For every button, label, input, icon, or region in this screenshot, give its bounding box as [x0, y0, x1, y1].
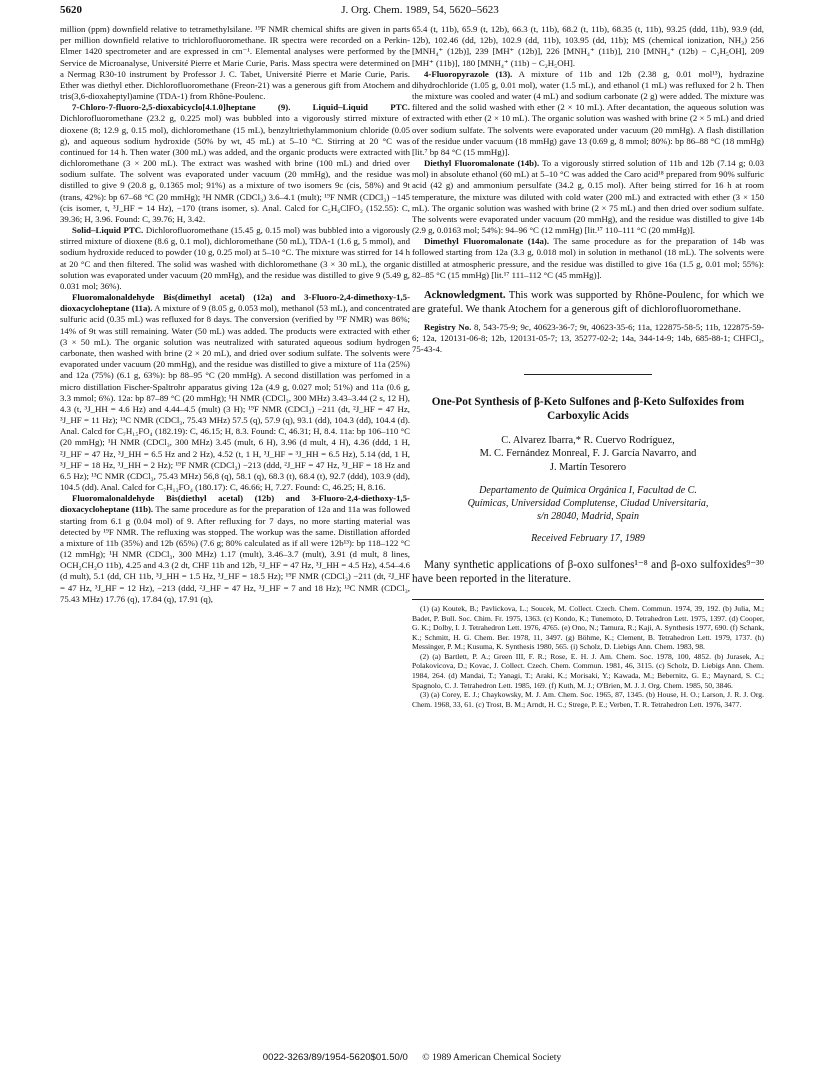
affiliation-line: Químicas, Universidad Complutense, Ciudad Universitaria,	[467, 498, 709, 510]
paragraph-heading: Fluoromalonaldehyde Bis(dimethyl acetal) (12a) and 3-Fluoro-2,4-dimethoxy-1,5-dioxacycloheptane (11a).	[60, 292, 410, 314]
article-code: 0022-3263/89/1954-5620$01.50/0	[262, 1052, 408, 1063]
paragraph	[412, 236, 764, 281]
paragraph-text: Dichlorofluoromethane (15.45 g, 0.15 mol) was bubbled into a vigorously stirred mixture of dioxene (8.6 g, 0.1 mol), dichloromethane (50 mL), TDA-1 (1.6 g, 5 mmol), and sodium hydroxide reduced to powder (10 g, 0.25 mol) at 5–10 °C. The mixture was stirred for 14 h at 20 °C and then filtered. The solid was washed with dichloromethane (3 × 30 mL), the organic solution was evaporated under vacuum (20 mmHg), and the residue was distilled to give 9 (5.49 g, 0.031 mol; 36%).	[60, 225, 410, 291]
article-title: One-Pot Synthesis of β-Keto Sulfones and β-Keto Sulfoxides from Carboxylic Acids	[431, 395, 745, 423]
paragraph	[60, 292, 410, 493]
paragraph-text: Dichlorofluoromethane (23.2 g, 0.225 mol) was bubbled into a vigorously stirred mixture of dioxene (8; 12.9 g, 0.15 mol), dichloromethane (15 mL), benzyltriethylammonium chloride (0.05 g), and aqueous sodium hydroxide (50% by wt, 45 mL) at 5–10 °C. Stirring at 20 °C was continued for 14 h. Then water (300 mL) was added, and the organic products were extracted with dichloromethane (3 × 200 mL). The extract was washed with brine (100 mL) and dried over sodium sulfate. The solvent was evaporated under vacuum (20 mmHg), and the residue was distilled to give 9 (20.8 g, 0.1365 mol; 91%) as a mixture of two isomers 9c (cis, 58%) and 9t (trans, 42%): bp 67–68 °C (20 mmHg); ¹H NMR (CDCl₃) 3.6–4.1 (mult); ¹⁹F NMR (CDCl₃) −145 (cis isomer, t, ³J_HF = 14 Hz), −170 (trans isomer, s). Anal. Calcd for C₅H₆ClFO₂ (152.55): C, 39.36; H, 3.96. Found: C, 39.76; H, 3.42.	[60, 113, 410, 224]
paragraph-text: The same procedure as for the preparation of 14b was followed starting from 12a (3.3 g, 0.018 mol) in solution in methanol (18 mL). The solvents were distilled at atmospheric pressure, and the residue was distilled to give 16a (1.5 g, 0.01 mol; 55%): 82–85 °C (15 mmHg) [lit.¹⁷ 111–112 °C (45 mmHg)].	[412, 236, 765, 280]
paragraph	[60, 225, 410, 292]
registry-heading: Registry No.	[424, 322, 472, 333]
paragraph-heading: Dimethyl Fluoromalonate (14a).	[424, 236, 550, 247]
acknowledgment	[412, 289, 764, 316]
journal-citation: J. Org. Chem. 1989, 54, 5620–5623	[341, 4, 499, 16]
section-divider	[524, 374, 652, 375]
paragraph-text: A mixture of 9 (8.05 g, 0.053 mol), methanol (53 mL), and concentrated sulfuric acid (0.35 mL) was refluxed for 8 days. The conversion (verified by ¹⁹F NMR) was 86%; 14% of 9t was still remaining. Water (50 mL) was added. The products were extracted with ether (3 × 50 mL). The organic solution was neutralized with saturated aqueous sodium hydrogen carbonate, then washed with brine (2 × 20 mL), and dried over sodium sulfate. The solvents were evaporated under vacuum (20 mmHg), and the residue was distilled to give a mixture of 11a (25%) and 12a (75%) (6.1 g, 63%): bp 88–95 °C (20 mmHg). A second distillation was perfomed in a micro distillation Fischer-Spaltrohr apparatus giving 12a (4.9 g, 0.027 mol; 51%) and 11a (0.6 g, 3.3 mmol; 6%). 12a: bp 87–89 °C (20 mmHg); ¹H NMR (CDCl₃, 300 MHz) 3.43–3.44 (2 s, 12 H), 4.3 (t, ³J_HH = 4.6 Hz) and 4.44–4.5 (mult) (3 H); ¹⁹F NMR (CDCl₃) −211 (dt, ²J_HF = 47 Hz, ³J_HF = 11 Hz); ¹³C NMR (CDCl₃, 75.43 MHz) 57.5 (q), 57.9 (q), 93.1 (dd), 104.3 (dd), 104.4 (d). Anal. Calcd for C₇H₁₅FO₄ (182.19): C, 46.15; H, 8.3. Found: C, 46.31; H, 8.4. 11a: bp 106–110 °C (20 mmHg); ¹H NMR (CDCl₃, 300 MHz) 3.45 (mult, 6 H), 3.96 (d mult, 4 H), 4.36 (ddd, 1 H, ²J_HF = 47 Hz, ³J_HH = 6.5 Hz and 2 Hz), 4.52 (t, 1 H, ³J_HF = ³J_HH = 6.5 Hz), 5.14 (dd, 1 H, ³J_HF = 18 Hz, ³J_HH = 2 Hz); ¹⁹F NMR (CDCl₃) −213 (ddd, ²J_HF = 47 Hz, ³J_HF = 18 Hz and 6.5 Hz); ¹³C NMR (CDCl₃, 75.43 MHz) 56,8 (q), 58.1 (q), 68.3 (t), 68.4 (t), 92.7 (ddd), 103.9 (dd), 104.5 (dd). Anal. Calcd for C₇H₁₃FO₄ (180.17): C, 46.66; H, 7.27. Found: C, 46.25; H, 8.16.	[60, 303, 410, 493]
paragraph	[412, 24, 764, 69]
registry-numbers	[412, 322, 764, 356]
paragraph-text: To a vigorously stirred solution of 11b and 12b (7.14 g; 0.03 mol) in absolute ethanol (60 mL) at 5–10 °C was added the Caro acid¹⁸ prepared from 90% sulfuric acid (42 g) and ammonium persulfate (34.2 g, 0.15 mol). After being stirred for 16 h at room temperature, the mixture was diluted with cold water (200 mL) and extracted with ether (3 × 150 mL). The organic solution was washed with brine (2 × 75 mL) and then dried over sodium sulfate. The solvents were evaporated under vacuum (20 mmHg), and the residue was distilled to give 14b (2.9 g, 0.0163 mol; 54%): 94–96 °C (12 mmHg) [lit.¹⁷ 110–111 °C (20 mmHg)].	[412, 158, 764, 236]
paragraph-heading: 7-Chloro-7-fluoro-2,5-dioxabicyclo[4.1.0]heptane (9). Liquid–Liquid PTC.	[72, 102, 410, 113]
received-date: Received February 17, 1989	[531, 533, 645, 545]
paragraph-text: A mixture of 11b and 12b (2.38 g, 0.01 mol¹³), hydrazine dihydrochloride (1.05 g, 0.01 mol), water (1.5 mL), and ethanol (1 mL) was refluxed for 2 h. Then the mixture was cooled and water (4 mL) and sodium carbonate (2 g) were added. The mixture was filtered and the solid washed with ether (2 × 10 mL). After decantation, the aqueous solution was extracted with ether (2 × 10 mL). The organic solution was washed with brine (2 × 5 mL) and dried over sodium sulfate. The solvents were evaporated under vacuum (20 mmHg). A flash distillation of the residue under vacuum (18 mmHg) gave 13 (0.69 g, 8 mmol; 80%): bp 86–88 °C (18 mmHg) [lit.⁷ bp 84 °C (15 mmHg)].	[412, 68, 764, 157]
acknowledgment-heading: Acknowledgment.	[424, 289, 506, 301]
paragraph-heading: Solid–Liquid PTC.	[72, 225, 144, 236]
paragraph	[412, 69, 764, 158]
paragraph	[60, 24, 410, 102]
experimental-continued	[412, 24, 764, 281]
paragraph-text: million (ppm) downfield relative to tetramethylsilane. ¹⁹F NMR chemical shifts are given in parts per million downfield relative to trichlorofluoromethane. IR spectra were recorded on a Perkin-Elmer 1420 spectrometer and are expressed in cm⁻¹. Elemental analyses were performed by the Service de Microanalyse, Université Pierre et Marie Curie, Paris. Mass spectra were determined on a Nermag R30-10 instrument by Professor J. C. Tabet, Université Pierre et Marie Curie, Paris. Ether was diethyl ether. Dichlorofluoromethane (Freon-21) was a generous gift from Atochem and tris(3,6-dioxaheptyl)amine (TDA-1) from Rhône-Poulenc.	[60, 24, 410, 102]
affiliation	[412, 484, 764, 523]
paragraph	[412, 158, 764, 236]
copyright: © 1989 American Chemical Society	[422, 1052, 562, 1063]
article-intro: Many synthetic applications of β-oxo sulfones¹⁻⁸ and β-oxo sulfoxides⁹⁻³⁰ have been reported in the literature.	[412, 558, 764, 586]
paragraph-heading: 4-Fluoropyrazole (13).	[424, 68, 513, 79]
page-header	[60, 4, 780, 22]
reference-item: (3) (a) Corey, E. J.; Chaykowsky, M. J. Am. Chem. Soc. 1965, 87, 1345. (b) House, H. O.; Larson, J. R. J. Org. Chem. 1968, 33, 61. (c) Trost, B. M.; Arndt, H. C.; Strege, P. E.; Verben, T. R. Tetrahedron Lett. 1976, 3477.	[412, 690, 764, 709]
author-list	[412, 434, 764, 475]
author-line: M. C. Fernández Monreal, F. J. García Navarro, and	[479, 448, 697, 460]
paragraph-text: The same procedure as for the preparation of 12a and 11a was followed starting from 6.1 g (0.04 mol) of 9. After refluxing for 7 days, no more starting material was detected by ¹⁹F NMR. The refluxing was stopped. The workup was the same. Distillation afforded a mixture of 11b (35%) and 12b (65%) (7.6 g; 80% calculated as if all were 12b¹³): bp 118–122 °C (12 mmHg); ¹H NMR (CDCl₃, 300 MHz) 1.17 (mult), 3.46–3.7 (mult), 3.91 (d mult, 8 lines, OCH₂CH₂O 11b), 4.25 and 4.3 (2 dt, CHF 11b and 12b, ²J_HF = 47 Hz, ³J_HH = 4.5 Hz), 4.54–4.6 (d mult), 5.1 (dd, CH 11b, ³J_HH = 1.5 Hz, ³J_HF = 18.5 Hz); ¹⁹F NMR (CDCl₃) −211 (dt, ²J_HF = 47 Hz, ³J_HF = 12 Hz), −213 (ddd, ²J_HF = 47 Hz, ³J_HF = 7 and 18 Hz); ¹³C NMR (CDCl₃, 75.43 MHz) 17.76 (q), 17.84 (q), 17.91 (q),	[60, 504, 411, 604]
affiliation-line: Departamento de Química Orgánica I, Facultad de C.	[479, 485, 697, 497]
left-column	[60, 24, 410, 605]
author-line: J. Martín Tesorero	[549, 461, 627, 473]
paragraph-text: 65.4 (t, 11b), 65.9 (t, 12b), 66.3 (t, 11b), 68.2 (t, 11b), 68.35 (t, 11b), 93.25 (ddd, 11b), 93.9 (dd, 12b), 102.46 (dd, 12b), 102.9 (dd, 11b), 103.95 (dd, 11b); MS (chemical ionization, NH₃) 256 [MNH₄⁺ (12b)], 239 [MH⁺ (12b)], 226 [MNH₄⁺ (11b)], 210 [MNH₄⁺ (12b) − C₂H₅OH], 209 [MH⁺ (11b)], 180 [MNH₄⁺ (11b) − C₂H₅OH].	[412, 24, 764, 68]
reference-item: (2) (a) Bartlett, P. A.; Green III, F. R.; Rose, E. H. J. Am. Chem. Soc. 1978, 100, 4852. (b) Jurasek, A.; Polakovicova, D.; Kovac, J. Collect. Czech. Chem. Commun. 1981, 46, 3115. (c) Scholz, D. Liebigs Ann. Chem. 1984, 264. (d) Mandai, T.; Yanagi, T.; Araki, K.; Morisaki, Y.; Kawada, M.; Bebernitz, G. E.; Maynard, S. C.; Spagnolo, C. J. Tetrahedron Lett. 1985, 169. (f) Kuth, M. J.; O'Brien, M. J. J. Org. Chem. 1985, 50, 3846.	[412, 651, 764, 690]
paragraph-heading: Diethyl Fluoromalonate (14b).	[424, 158, 540, 169]
paragraph	[60, 493, 410, 605]
page-footer	[60, 1052, 764, 1066]
paragraph	[60, 102, 410, 225]
references	[412, 599, 764, 709]
acknowledgment-text: This work was supported by Rhône-Poulenc, for which we are grateful. We thank Atochem for a generous gift of dichlorofluoromethane.	[412, 289, 764, 315]
reference-item: (1) (a) Koutek, B.; Pavlickova, L.; Soucek, M. Collect. Czech. Chem. Commun. 1974, 39, 192. (b) Julia, M.; Badet, P. Bull. Soc. Chim. Fr. 1975, 1363. (c) Kondo, K.; Tunemoto, D. Tetrahedron Lett. 1975, 1397. (d) Cooper, G. K.; Dolby, I. J. Tetrahedron Lett. 1976, 4765. (e) Ono, N.; Tamura, R.; Kaji, A. Synthesis 1977, 690. (f) Schank, K.; Schmitt, H. G. Chem. Ber. 1978, 11, 3497. (g) Böhme, K.; Clement, B. Tetrahedron Lett. 1979, 1737. (h) Messinger, P. M.; Kusuma, K. Synthesis 1980, 565. (i) Scholz, D. Liebigs Ann. Chem. 1983, 98.	[412, 604, 764, 652]
registry-text: 8, 543-75-9; 9c, 40623-36-7; 9t, 40623-35-6; 11a, 122875-58-5; 11b, 122875-59-6; 12a, 120131-06-8; 12b, 120131-05-7; 13, 35277-02-2; 14a, 344-14-9; 14b, 685-88-1; CHFCl₂, 75-43-4.	[412, 322, 765, 355]
author-line: C. Alvarez Ibarra,* R. Cuervo Rodríguez,	[501, 434, 675, 446]
affiliation-line: s/n 28040, Madrid, Spain	[537, 511, 639, 523]
page-number: 5620	[60, 4, 82, 16]
right-column	[412, 24, 764, 709]
paragraph-heading: Fluoromalonaldehyde Bis(diethyl acetal) (12b) and 3-Fluoro-2,4-diethoxy-1,5-dioxacycloheptane (11b).	[60, 493, 410, 515]
